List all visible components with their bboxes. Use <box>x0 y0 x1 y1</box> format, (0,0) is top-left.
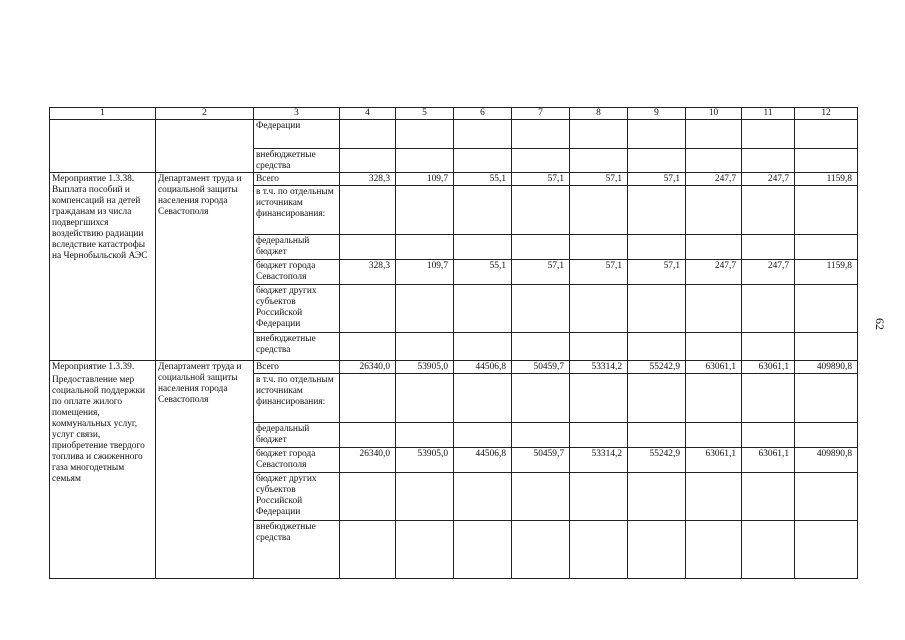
value-cell: 63061,1 <box>686 361 742 374</box>
value-cell: 109,7 <box>396 173 454 186</box>
value-cell <box>686 120 742 149</box>
value-cell <box>570 235 628 260</box>
value-cell <box>340 333 396 361</box>
value-cell <box>340 285 396 333</box>
value-cell <box>396 423 454 448</box>
value-cell <box>628 521 686 579</box>
funding-source: внебюджетные средства <box>254 149 340 173</box>
value-cell: 57,1 <box>570 260 628 285</box>
value-cell <box>454 120 512 149</box>
value-cell <box>570 374 628 423</box>
value-cell: 247,7 <box>686 260 742 285</box>
funding-source: Всего <box>254 361 340 374</box>
value-cell <box>570 120 628 149</box>
table-body <box>50 108 858 579</box>
value-cell <box>742 120 795 149</box>
value-cell: 328,3 <box>340 260 396 285</box>
value-cell <box>512 521 570 579</box>
column-header: 9 <box>628 108 686 120</box>
value-cell <box>396 333 454 361</box>
funding-source: бюджет города Севастополя <box>254 260 340 285</box>
value-cell: 44506,8 <box>454 448 512 473</box>
value-cell <box>396 120 454 149</box>
column-header: 12 <box>795 108 858 120</box>
value-cell <box>396 235 454 260</box>
value-cell: 26340,0 <box>340 361 396 374</box>
value-cell <box>340 374 396 423</box>
value-cell <box>454 423 512 448</box>
value-cell: 109,7 <box>396 260 454 285</box>
funding-source: федеральный бюджет <box>254 423 340 448</box>
value-cell: 1159,8 <box>795 260 858 285</box>
value-cell <box>628 473 686 521</box>
value-cell <box>795 521 858 579</box>
value-cell <box>340 120 396 149</box>
value-cell <box>454 473 512 521</box>
value-cell <box>628 423 686 448</box>
funding-source: бюджет других субъектов Российской Федерации <box>254 285 340 333</box>
value-cell <box>742 473 795 521</box>
header-row <box>50 108 858 120</box>
funding-source: бюджет города Севастополя <box>254 448 340 473</box>
value-cell: 63061,1 <box>742 448 795 473</box>
value-cell <box>795 186 858 235</box>
funding-source: в т.ч. по отдельным источникам финансирования: <box>254 186 340 235</box>
value-cell <box>686 521 742 579</box>
value-cell: 328,3 <box>340 173 396 186</box>
value-cell <box>512 423 570 448</box>
table-row <box>50 361 858 374</box>
value-cell: 53905,0 <box>396 448 454 473</box>
value-cell: 57,1 <box>512 260 570 285</box>
executor-cell: Департамент труда и социальной защиты населения города Севастополя <box>156 361 254 579</box>
value-cell <box>396 285 454 333</box>
value-cell <box>742 285 795 333</box>
value-cell <box>628 235 686 260</box>
value-cell <box>686 423 742 448</box>
value-cell <box>686 473 742 521</box>
value-cell <box>686 374 742 423</box>
funding-source: внебюджетные средства <box>254 521 340 579</box>
value-cell <box>628 333 686 361</box>
value-cell <box>628 374 686 423</box>
value-cell <box>570 333 628 361</box>
value-cell: 247,7 <box>686 173 742 186</box>
value-cell <box>570 285 628 333</box>
value-cell: 55242,9 <box>628 361 686 374</box>
value-cell <box>686 285 742 333</box>
value-cell <box>795 285 858 333</box>
value-cell <box>795 120 858 149</box>
value-cell <box>570 186 628 235</box>
value-cell <box>570 521 628 579</box>
column-header: 8 <box>570 108 628 120</box>
column-header: 10 <box>686 108 742 120</box>
value-cell <box>396 473 454 521</box>
funding-source: бюджет других субъектов Российской Федерации <box>254 473 340 521</box>
value-cell <box>340 473 396 521</box>
value-cell <box>628 120 686 149</box>
value-cell: 53905,0 <box>396 361 454 374</box>
value-cell: 57,1 <box>512 173 570 186</box>
column-header: 11 <box>742 108 795 120</box>
value-cell <box>686 235 742 260</box>
value-cell: 409890,8 <box>795 448 858 473</box>
value-cell <box>340 149 396 173</box>
value-cell <box>454 149 512 173</box>
value-cell <box>686 186 742 235</box>
value-cell <box>795 374 858 423</box>
value-cell <box>512 285 570 333</box>
value-cell <box>396 186 454 235</box>
value-cell <box>454 235 512 260</box>
value-cell <box>795 423 858 448</box>
measure-title: Мероприятие 1.3.39. <box>52 362 135 372</box>
value-cell <box>570 423 628 448</box>
value-cell <box>512 120 570 149</box>
value-cell <box>512 186 570 235</box>
value-cell <box>512 374 570 423</box>
value-cell <box>340 521 396 579</box>
value-cell <box>454 186 512 235</box>
value-cell <box>742 374 795 423</box>
value-cell <box>742 423 795 448</box>
column-header: 2 <box>156 108 254 120</box>
executor-cell: Департамент труда и социальной защиты населения города Севастополя <box>156 173 254 361</box>
value-cell <box>512 473 570 521</box>
value-cell <box>396 149 454 173</box>
column-header: 7 <box>512 108 570 120</box>
value-cell <box>795 333 858 361</box>
value-cell: 409890,8 <box>795 361 858 374</box>
value-cell <box>795 473 858 521</box>
value-cell <box>454 285 512 333</box>
measure-title: Мероприятие 1.3.38. <box>52 174 135 184</box>
value-cell: 55,1 <box>454 260 512 285</box>
column-header: 3 <box>254 108 340 120</box>
value-cell <box>742 186 795 235</box>
column-header: 6 <box>454 108 512 120</box>
value-cell <box>512 333 570 361</box>
measure-cell-empty <box>50 120 156 173</box>
measure-description: Предоставление мер социальной поддержки по оплате жилого помещения, коммунальных услуг, услуг связи, приобретение твердого топлива и сжиженного газа многодетным семьям <box>52 375 146 484</box>
value-cell <box>742 521 795 579</box>
value-cell <box>795 149 858 173</box>
value-cell <box>628 149 686 173</box>
value-cell: 247,7 <box>742 260 795 285</box>
value-cell: 50459,7 <box>512 361 570 374</box>
value-cell <box>742 333 795 361</box>
value-cell: 63061,1 <box>742 361 795 374</box>
value-cell: 55,1 <box>454 173 512 186</box>
column-header: 5 <box>396 108 454 120</box>
value-cell: 26340,0 <box>340 448 396 473</box>
table-row <box>50 173 858 186</box>
page-number: 62 <box>873 318 887 330</box>
column-header: 4 <box>340 108 396 120</box>
funding-source: Федерации <box>254 120 340 149</box>
measure-cell <box>50 361 156 579</box>
value-cell: 63061,1 <box>686 448 742 473</box>
value-cell: 57,1 <box>570 173 628 186</box>
value-cell <box>795 235 858 260</box>
funding-source: федеральный бюджет <box>254 235 340 260</box>
funding-source: внебюджетные средства <box>254 333 340 361</box>
value-cell <box>686 333 742 361</box>
value-cell <box>628 285 686 333</box>
value-cell: 53314,2 <box>570 361 628 374</box>
value-cell <box>340 423 396 448</box>
value-cell <box>396 521 454 579</box>
value-cell <box>512 149 570 173</box>
value-cell: 55242,9 <box>628 448 686 473</box>
value-cell <box>742 149 795 173</box>
value-cell <box>628 186 686 235</box>
column-header: 1 <box>50 108 156 120</box>
value-cell <box>742 235 795 260</box>
funding-table <box>49 107 858 579</box>
value-cell <box>454 333 512 361</box>
value-cell: 44506,8 <box>454 361 512 374</box>
value-cell: 57,1 <box>628 173 686 186</box>
value-cell <box>454 521 512 579</box>
value-cell: 1159,8 <box>795 173 858 186</box>
funding-source: в т.ч. по отдельным источникам финансирования: <box>254 374 340 423</box>
funding-source: Всего <box>254 173 340 186</box>
value-cell <box>340 186 396 235</box>
executor-cell-empty <box>156 120 254 173</box>
value-cell <box>454 374 512 423</box>
table-row <box>50 120 858 149</box>
value-cell <box>570 149 628 173</box>
value-cell <box>686 149 742 173</box>
value-cell <box>396 374 454 423</box>
measure-description: Выплата пособий и компенсаций на детей гражданам из числа подвергшихся воздействию радиации вследствие катастрофы на Чернобыльской АЭС <box>52 185 148 261</box>
measure-cell <box>50 173 156 361</box>
value-cell: 57,1 <box>628 260 686 285</box>
value-cell: 247,7 <box>742 173 795 186</box>
value-cell <box>512 235 570 260</box>
value-cell: 53314,2 <box>570 448 628 473</box>
value-cell <box>340 235 396 260</box>
value-cell <box>570 473 628 521</box>
value-cell: 50459,7 <box>512 448 570 473</box>
